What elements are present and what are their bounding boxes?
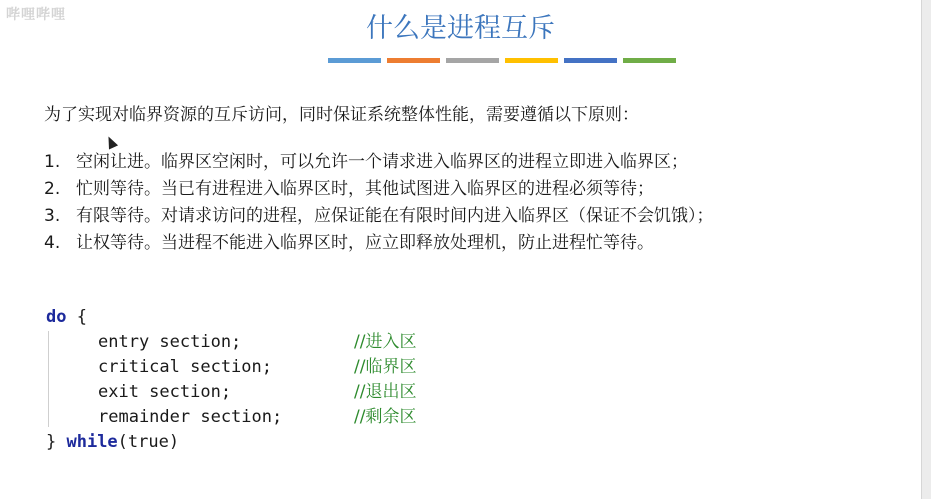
code-block bbox=[46, 305, 416, 455]
code-statement: entry section; bbox=[98, 332, 242, 352]
code-statement: exit section; bbox=[98, 382, 232, 402]
code-statement: remainder section; bbox=[98, 407, 283, 427]
rules-list bbox=[44, 149, 714, 257]
intro-text: 为了实现对临界资源的互斥访问，同时保证系统整体性能，需要遵循以下原则： bbox=[44, 105, 639, 125]
window-right-edge bbox=[921, 0, 931, 499]
mouse-cursor-icon bbox=[104, 134, 118, 149]
code-line bbox=[46, 405, 416, 430]
rule-text: 空闲让进。临界区空闲时，可以允许一个请求进入临界区的进程立即进入临界区； bbox=[76, 152, 688, 172]
rule-item bbox=[44, 149, 714, 176]
close-brace: } bbox=[46, 432, 67, 452]
color-bar-yellow bbox=[505, 58, 558, 63]
title-color-bars bbox=[328, 58, 676, 63]
rule-number: 4. bbox=[44, 233, 61, 253]
rule-text: 忙则等待。当已有进程进入临界区时，其他试图进入临界区的进程必须等待； bbox=[76, 179, 654, 199]
code-line-open bbox=[46, 305, 416, 330]
watermark-logo: 哔哩哔哩 bbox=[6, 7, 66, 23]
color-bar-orange bbox=[387, 58, 440, 63]
slide-title: 什么是进程互斥 bbox=[366, 13, 555, 44]
code-comment: //剩余区 bbox=[354, 407, 417, 427]
code-line-close bbox=[46, 430, 416, 455]
color-bar-gray bbox=[446, 58, 499, 63]
code-line bbox=[46, 355, 416, 380]
code-comment: //进入区 bbox=[354, 332, 417, 352]
keyword-do: do bbox=[46, 307, 67, 327]
rule-text: 让权等待。当进程不能进入临界区时，应立即释放处理机，防止进程忙等待。 bbox=[76, 233, 654, 253]
color-bar-darkblue bbox=[564, 58, 617, 63]
code-comment: //临界区 bbox=[354, 357, 417, 377]
code-line bbox=[46, 380, 416, 405]
rule-item bbox=[44, 176, 714, 203]
rule-item bbox=[44, 203, 714, 230]
color-bar-green bbox=[623, 58, 676, 63]
keyword-while: while bbox=[66, 432, 118, 452]
code-comment: //退出区 bbox=[354, 382, 417, 402]
rule-text: 有限等待。对请求访问的进程，应保证能在有限时间内进入临界区（保证不会饥饿）； bbox=[76, 206, 714, 226]
rule-number: 1. bbox=[44, 152, 61, 172]
while-condition: (true) bbox=[117, 432, 180, 452]
open-brace: { bbox=[66, 307, 87, 327]
code-statement: critical section; bbox=[98, 357, 272, 377]
color-bar-blue bbox=[328, 58, 381, 63]
rule-item bbox=[44, 230, 714, 257]
code-line bbox=[46, 330, 416, 355]
rule-number: 3. bbox=[44, 206, 61, 226]
rule-number: 2. bbox=[44, 179, 61, 199]
